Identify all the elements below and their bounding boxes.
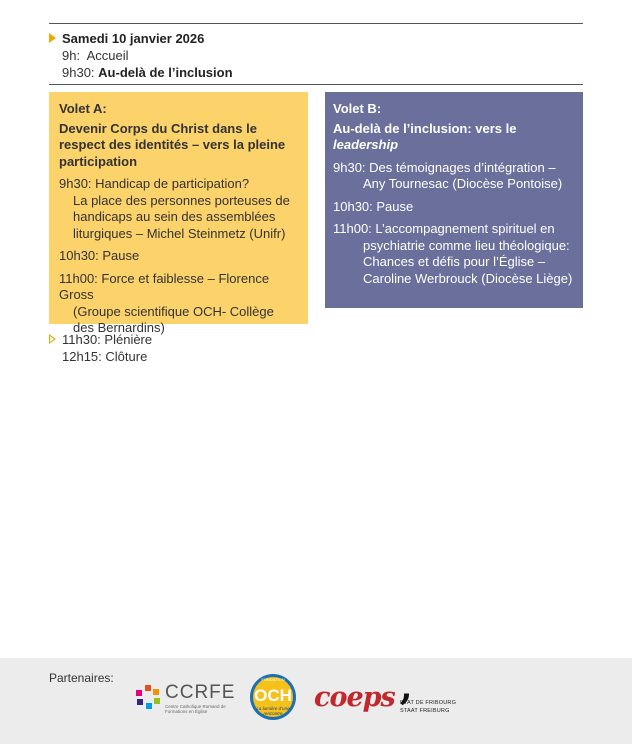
day-title: Samedi 10 janvier 2026 (62, 31, 205, 46)
etat-comma-mark: , (400, 666, 413, 708)
mid-rule (49, 84, 583, 85)
volet-b-title: Au-delà de l’inclusion: vers le leadership (333, 120, 517, 152)
program-item: 10h30: Pause (333, 198, 414, 214)
ccrfe-logo (135, 680, 235, 718)
program-item: 11h00: L’accompagnement spirituel en psychiatrie comme lieu théologique: Chances et défis pour l’Église – Caroline Werbrouck (Diocèse Liège) (333, 221, 573, 286)
schedule-row: 9h: Accueil (62, 48, 129, 63)
etat-fribourg-logo: , ETAT DE FRIBOURG STAAT FREIBURG (400, 666, 457, 714)
program-item: 11h00: Force et faiblesse – Florence Gross (Groupe scientifique OCH- Collège des Bernardins) (59, 270, 274, 335)
program-item: 9h30: Handicap de participation? La place des personnes porteuses de handicaps au sein des assemblées liturgiques – Michel Steinmetz (Unifr) (59, 176, 290, 241)
ccrfe-name: CCRFE (165, 682, 236, 703)
ccrfe-subtitle: Centre Catholique Romand de Formations en Église (165, 704, 226, 714)
partners-footer (0, 658, 632, 744)
partners-label: Partenaires: (49, 671, 114, 685)
och-logo: FONDATION OCH La lumière d’une rencontre (250, 674, 296, 720)
coeps-logo: coeps (314, 682, 395, 713)
schedule-row: 12h15: Clôture (62, 349, 148, 364)
volet-a-heading: Volet A: (59, 101, 107, 116)
schedule-row: 9h30: Au-delà de l’inclusion (62, 65, 233, 80)
volet-b-heading: Volet B: (333, 101, 382, 116)
program-item: 10h30: Pause (59, 248, 140, 263)
top-rule (49, 23, 583, 24)
triangle-outline-bullet-icon (49, 334, 56, 344)
schedule-row: 11h30: Plénière (62, 332, 153, 347)
volet-a-title: Devenir Corps du Christ dans le respect des identités – vers la pleine participation (59, 120, 286, 169)
program-item: 9h30: Des témoignages d’intégration – Any Tournesac (Diocèse Pontoise) (333, 159, 563, 191)
volet-a-panel (49, 92, 308, 335)
ccrfe-mark-icon (135, 684, 161, 710)
triangle-bullet-icon (49, 33, 56, 43)
volet-b-panel (325, 92, 583, 308)
